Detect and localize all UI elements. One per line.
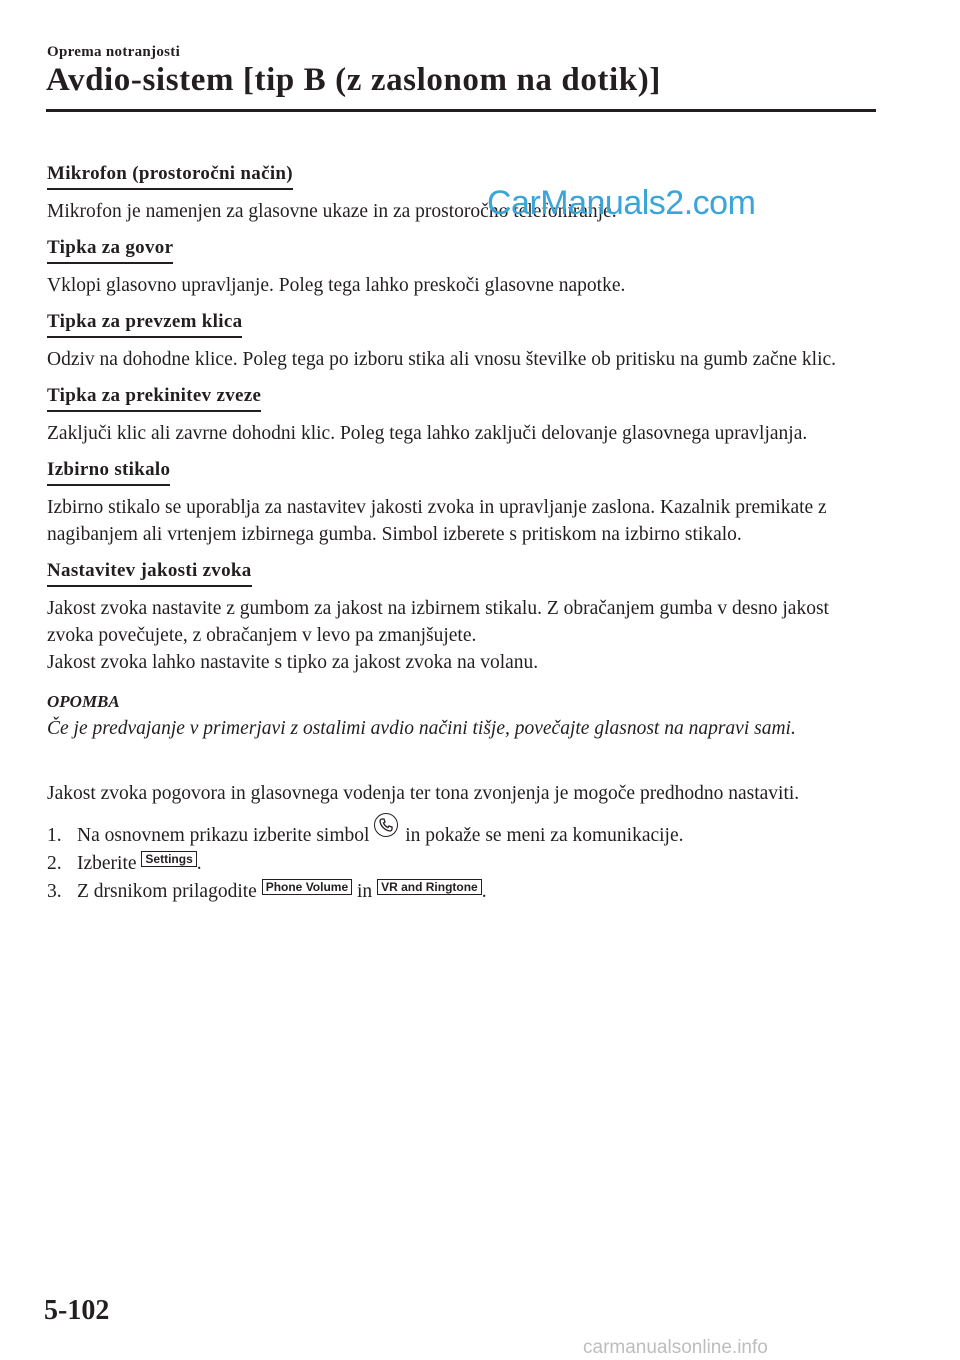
phone-volume-button-icon: Phone Volume [262, 879, 352, 895]
note-text: Če je predvajanje v primerjavi z ostalimi avdio načini tišje, povečajte glasnost na napravi sami. [47, 718, 796, 739]
section-heading: Tipka za prevzem klica [47, 308, 242, 338]
watermark: CarManuals2.com [487, 184, 756, 222]
step-text: in [357, 881, 373, 902]
vr-ringtone-button-icon: VR and Ringtone [377, 879, 482, 895]
footer-watermark: carmanualsonline.info [583, 1337, 768, 1358]
section-hang-up-button [47, 382, 877, 447]
list-item [47, 850, 877, 877]
intro-text: Jakost zvoka pogovora in glasovnega vodenja ter tona zvonjenja je mogoče predhodno nastaviti. [47, 783, 800, 804]
steps-list [47, 813, 877, 905]
list-item [47, 813, 877, 849]
section-text: Izbirno stikalo se uporablja za nastavitev jakosti zvoka in upravljanje zaslona. Kazalnik premikate z nagibanjem ali vrtenjem izbirnega gumba. Simbol izberete s pritiskom na izbirno stikalo. [47, 497, 827, 545]
title-rule [46, 109, 876, 112]
section-text: Odziv na dohodne klice. Poleg tega po izboru stika ali vnosu številke ob pritisku na gumb začne klic. [47, 349, 837, 370]
list-item [47, 878, 877, 905]
step-number: 1. [47, 825, 62, 846]
step-text: Na osnovnem prikazu izberite simbol [77, 825, 370, 846]
section-heading: Izbirno stikalo [47, 456, 170, 486]
section-heading: Mikrofon (prostoročni način) [47, 160, 293, 190]
section-label: Oprema notranjosti [47, 44, 181, 60]
content [47, 160, 877, 906]
settings-button-icon: Settings [141, 851, 196, 867]
step-number: 2. [47, 853, 62, 874]
section-heading: Tipka za govor [47, 234, 173, 264]
note-title: OPOMBA [47, 692, 120, 711]
section-text: Vklopi glasovno upravljanje. Poleg tega lahko preskoči glasovne napotke. [47, 275, 626, 296]
step-text: in pokaže se meni za komunikacije. [405, 825, 684, 846]
section-text: Zaključi klic ali zavrne dohodni klic. Poleg tega lahko zaključi delovanje glasovnega upravljanja. [47, 423, 808, 444]
page-title: Avdio-sistem [tip B (z zaslonom na dotik)] [46, 62, 661, 98]
section-commander-switch [47, 456, 877, 548]
section-talk-button [47, 234, 877, 299]
phone-icon [374, 813, 398, 837]
step-number: 3. [47, 881, 62, 902]
step-text: Z drsnikom prilagodite [77, 881, 257, 902]
section-text: Mikrofon je namenjen za glasovne ukaze in za prostoročno telefoniranje. [47, 201, 617, 222]
note-box [47, 688, 877, 742]
section-text-2: Jakost zvoka lahko nastavite s tipko za jakost zvoka na volanu. [47, 652, 539, 673]
step-text: Izberite [77, 853, 137, 874]
section-text: Jakost zvoka nastavite z gumbom za jakost na izbirnem stikalu. Z obračanjem gumba v desno jakost zvoka povečujete, z obračanjem v levo pa zmanjšujete. [47, 598, 829, 646]
section-volume-adjustment [47, 557, 877, 676]
step-text: . [481, 881, 487, 902]
section-heading: Tipka za prekinitev zveze [47, 382, 261, 412]
section-pick-up-button [47, 308, 877, 373]
page-number: 5-102 [44, 1295, 110, 1326]
step-text: . [196, 853, 202, 874]
section-heading: Nastavitev jakosti zvoka [47, 557, 252, 587]
